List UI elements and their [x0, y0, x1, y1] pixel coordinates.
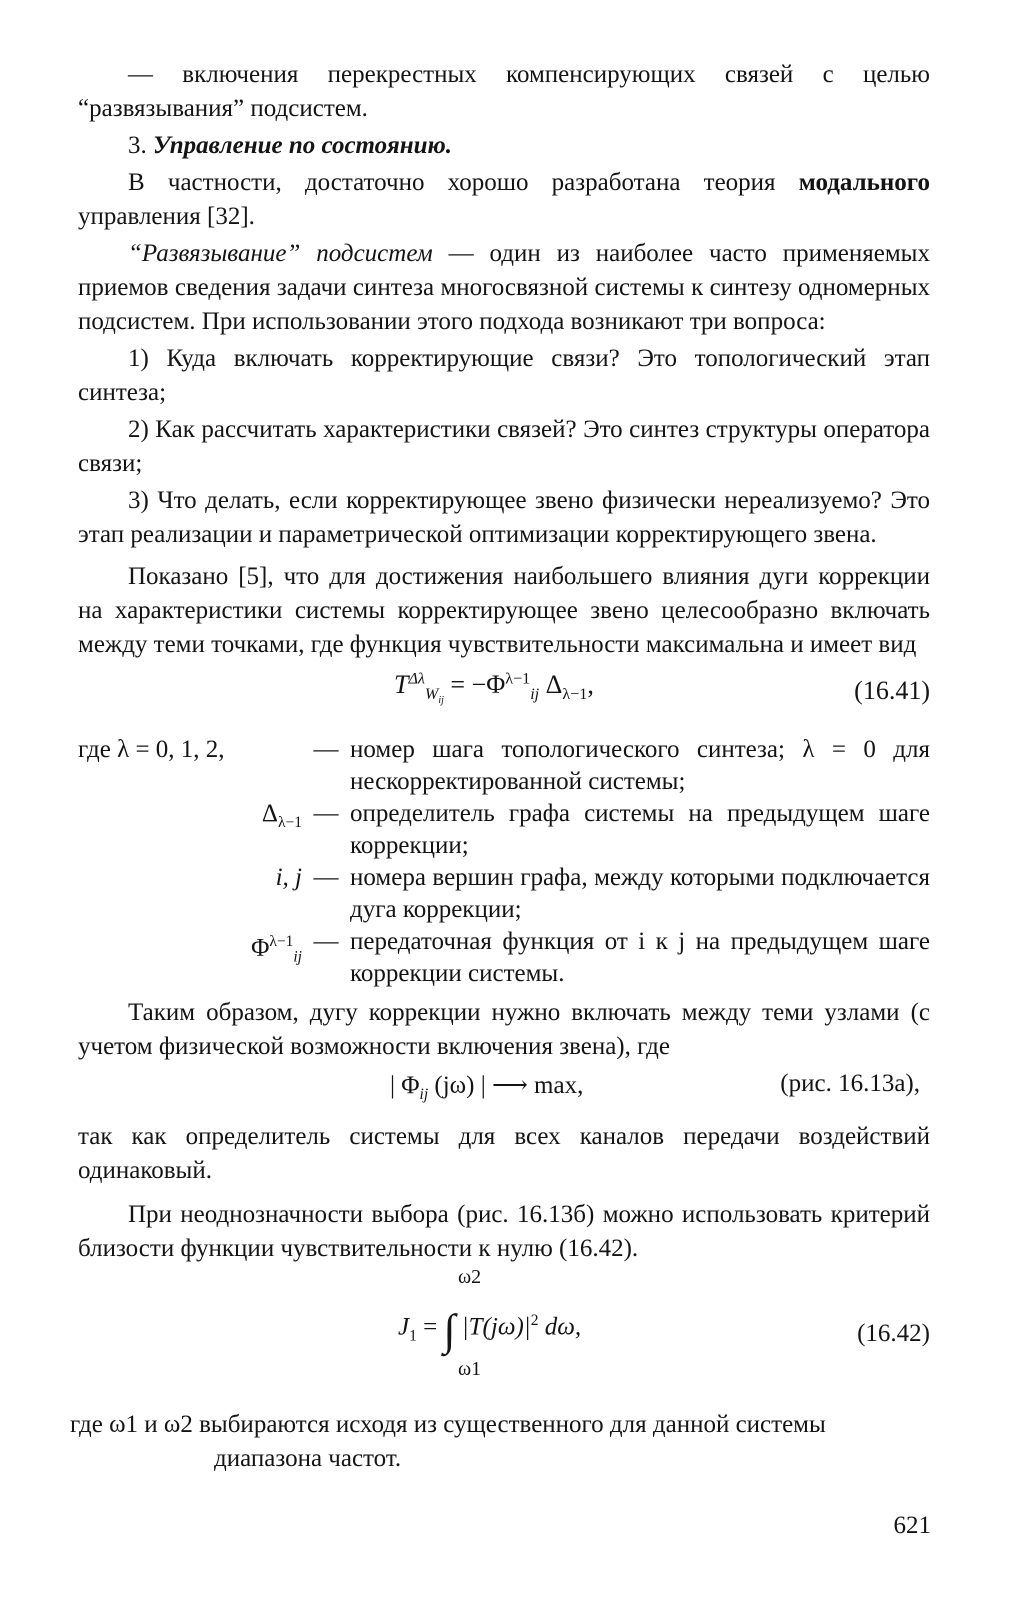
legend-row — [78, 798, 930, 862]
legend-row — [78, 926, 930, 990]
legend-dash: — — [313, 800, 339, 827]
equation-16-41 — [78, 662, 930, 724]
equation-number: (16.42) — [857, 1320, 930, 1347]
item-number: 3. — [128, 132, 153, 159]
symbol-legend — [78, 734, 930, 990]
item-state-control — [78, 129, 930, 163]
legend-text: номер шага топологического синтеза; λ = 0 для нескорректированной системы; — [350, 736, 930, 795]
question-1: 1) Куда включать корректирующие связи? Это топологический этап синтеза; — [78, 345, 930, 406]
paragraph-decoupling-def — [78, 237, 930, 339]
paragraph-where: где ω1 и ω2 выбираются исходя из существенного для данной системы — [70, 1411, 826, 1438]
modal-text-c: управления [32]. — [78, 203, 255, 230]
paragraph-shown: Показано [5], что для достижения наибольшего влияния дуги коррекции на характеристики системы корректирующее звено целесообразно включать между теми точками, где функция чувствительности максимальна и имеет вид — [78, 563, 930, 658]
paragraph-modal — [78, 166, 930, 234]
modal-text-a: В частности, достаточно хорошо разработана теория — [128, 169, 799, 196]
equation-16-42-expr: $J_1$ = ∫ $|T(j\omega)|^2$ dω, — [398, 1305, 582, 1355]
paragraph-ambiguity: При неоднозначности выбора (рис. 16.13б) можно использовать критерий близости функции чувствительности к нулю (16.42). — [78, 1201, 930, 1262]
page-body — [70, 58, 930, 1476]
equation-number: (16.41) — [854, 676, 930, 705]
decoupling-term: “Развязывание” подсистем — [128, 240, 433, 267]
legend-text: определитель графа системы на предыдущем шаге коррекции; — [350, 800, 930, 859]
legend-text: передаточная функция от i к j на предыдущем шаге коррекции системы. — [350, 928, 930, 987]
legend-text: номера вершин графа, между которыми подключается дуга коррекции; — [350, 864, 930, 923]
modal-bold: модального — [798, 169, 930, 196]
equation-16-42 — [78, 1266, 930, 1402]
question-2: 2) Как рассчитать характеристики связей? Это синтез структуры оператора связи; — [78, 416, 930, 477]
item-state-control-title: Управление по состоянию. — [153, 132, 452, 159]
legend-row — [78, 734, 930, 798]
paragraph-decoupling: — включения перекрестных компенсирующих связей с целью “развязывания” подсистем. — [78, 61, 930, 122]
paragraph-thus: Таким образом, дугу коррекции нужно включать между теми узлами (с учетом физической возможности включения звена), где — [78, 999, 930, 1060]
figure-reference: (рис. 16.13а), — [780, 1070, 920, 1097]
legend-dash: — — [313, 864, 339, 891]
legend-symbol: $\Phi^{\lambda-1}_{ij}$ — [251, 933, 302, 966]
legend-dash: — — [313, 736, 339, 763]
paragraph-where-cont: диапазона частот. — [214, 1445, 402, 1472]
legend-symbol: $\Delta_{\lambda-1}$ — [261, 800, 302, 831]
decoupling-def-text: — один из наиболее часто применяемых приемов сведения задачи синтеза многосвязной системы к синтезу одномерных подсистем. При использовании этого подхода возникают три вопроса: — [78, 240, 930, 335]
page-number: 621 — [893, 1512, 931, 1539]
paragraph-determinant: так как определитель системы для всех каналов передачи воздействий одинаковый. — [78, 1123, 930, 1184]
integral-lower-limit: ω1 — [458, 1358, 482, 1380]
equation-max — [78, 1064, 930, 1120]
question-3: 3) Что делать, если корректирующее звено физически нереализуемо? Это этап реализации и параметрической оптимизации корректирующего звена. — [78, 487, 930, 548]
equation-16-41-expr: $T^{\Delta\lambda}_{W_{ij}} = -\Phi^{\lambda-1}_{ij}$ $\Delta_{\lambda-1}$, — [394, 670, 594, 707]
equation-max-expr: | $\Phi_{ij}$ (jω) | ⟶ max, — [390, 1072, 584, 1103]
integral-upper-limit: ω2 — [458, 1266, 482, 1288]
legend-symbol: i, j — [275, 864, 302, 891]
legend-row — [78, 862, 930, 926]
legend-symbol: где λ = 0, 1, 2, — [78, 736, 225, 763]
legend-dash: — — [313, 928, 339, 955]
